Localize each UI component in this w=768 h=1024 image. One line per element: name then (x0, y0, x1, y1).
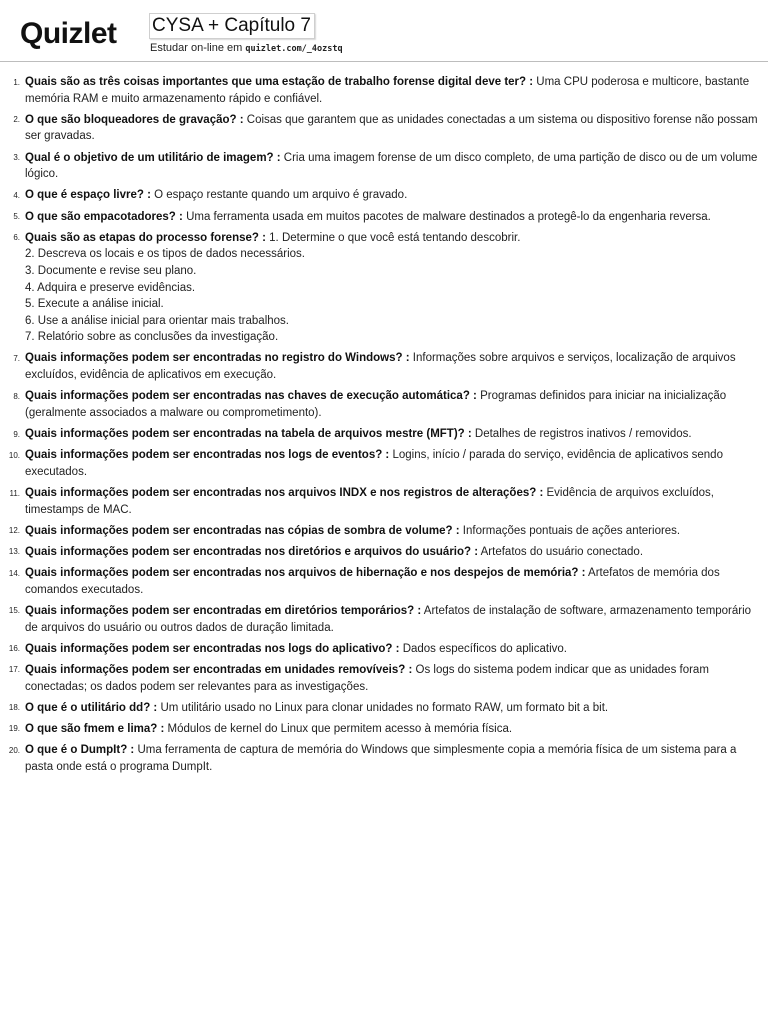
question-term: Quais informações podem ser encontradas nos diretórios e arquivos do usuário? : (25, 545, 479, 558)
study-online-line (150, 41, 343, 56)
question-term: Quais informações podem ser encontradas em unidades removíveis? : (25, 663, 413, 676)
flashcard-list (0, 74, 768, 780)
question-term: O que são fmem e lima? : (25, 722, 165, 735)
list-item (0, 544, 768, 561)
item-number: 2. (13, 115, 20, 125)
question-term: Quais informações podem ser encontradas em diretórios temporários? : (25, 604, 422, 617)
list-item (0, 74, 768, 107)
item-number: 16. (8, 644, 20, 654)
answer-definition: Programas definidos para iniciar na inicialização (geralmente associados a malware ou comprometimento). (25, 390, 727, 419)
quizlet-logo[interactable]: Quizlet (20, 17, 117, 50)
answer-definition: Uma ferramenta de captura de memória do Windows que simplesmente copia a memória física de um sistema para a pasta onde está o programa DumpIt. (25, 744, 737, 773)
item-number: 18. (8, 703, 20, 713)
question-term: Quais informações podem ser encontradas nos logs do aplicativo? : (25, 642, 400, 655)
item-number: 4. (13, 190, 20, 200)
list-item (0, 485, 768, 518)
question-term: Quais informações podem ser encontradas na tabela de arquivos mestre (MFT)? : (25, 428, 472, 441)
study-online-label: Estudar on-line em (150, 42, 246, 54)
question-term: Quais são as etapas do processo forense? : (25, 231, 266, 244)
question-term: Qual é o objetivo de um utilitário de imagem? : (25, 151, 281, 164)
item-number: 7. (13, 353, 20, 363)
question-term: O que é espaço livre? : (25, 189, 151, 202)
question-term: Quais informações podem ser encontradas nos logs de eventos? : (25, 449, 390, 462)
list-item (0, 388, 768, 421)
list-item (0, 742, 768, 775)
item-number: 20. (8, 745, 20, 755)
header-divider (0, 61, 768, 62)
title-box (149, 13, 315, 39)
list-item (0, 565, 768, 598)
item-number: 6. (13, 233, 20, 243)
answer-definition: 1. Determine o que você está tentando descobrir. 2. Descreva os locais e os tipos de dados necessários. 3. Documente e revise seu plano. 4. Adquira e preserve evidências. 5. Execute a análise inicial. 6. Use a análise inicial para orientar mais trabalhos. 7. Relatório sobre as conclusões da investigação. (25, 231, 521, 344)
question-term: O que é o utilitário dd? : (25, 701, 158, 714)
page-header (0, 0, 768, 62)
item-number: 3. (13, 153, 20, 163)
item-number: 19. (8, 724, 20, 734)
list-item (0, 150, 768, 183)
list-item (0, 721, 768, 738)
item-number: 9. (13, 429, 20, 439)
list-item (0, 447, 768, 480)
question-term: O que é o DumpIt? : (25, 744, 135, 757)
list-item (0, 230, 768, 346)
answer-definition: Uma CPU poderosa e multicore, bastante memória RAM e muito armazenamento rápido e confiável. (25, 76, 750, 105)
answer-definition: Os logs do sistema podem indicar que as unidades foram conectadas; os dados podem ser relevantes para as investigações. (25, 663, 709, 693)
item-number: 5. (13, 212, 20, 222)
study-online-link[interactable]: quizlet.com/_4ozstq (245, 44, 343, 54)
answer-definition: Artefatos de memória dos comandos executados. (25, 567, 720, 596)
list-item (0, 603, 768, 636)
answer-definition: Evidência de arquivos excluídos, timestamps de MAC. (25, 487, 715, 516)
list-item (0, 700, 768, 717)
answer-definition: Logins, início / parada do serviço, evidência de aplicativos sendo executados. (25, 449, 723, 478)
answer-definition: Artefatos de instalação de software, armazenamento temporário de arquivos do usuário ou outros dados de duração limitada. (25, 604, 752, 634)
list-item (0, 641, 768, 658)
item-number: 8. (13, 391, 20, 401)
page-title: CYSA + Capítulo 7 (152, 15, 311, 36)
answer-definition: Informações pontuais de ações anteriores. (462, 524, 681, 537)
list-item (0, 523, 768, 540)
item-number: 11. (9, 488, 20, 498)
item-number: 10. (8, 450, 20, 460)
answer-definition: Informações sobre arquivos e serviços, localização de arquivos excluídos, evidência de aplicativos em execução. (25, 352, 736, 382)
question-term: Quais informações podem ser encontradas nas cópias de sombra de volume? : (25, 524, 460, 537)
item-number: 17. (8, 665, 20, 675)
list-item (0, 350, 768, 383)
answer-definition: Coisas que garantem que as unidades conectadas a um sistema ou dispositivo forense não possam ser gravadas. (25, 113, 758, 143)
item-number: 14. (8, 568, 20, 578)
list-item (0, 662, 768, 695)
answer-definition: Detalhes de registros inativos / removidos. (474, 428, 692, 441)
question-term: Quais informações podem ser encontradas nas chaves de execução automática? : (25, 390, 477, 403)
answer-definition: Módulos de kernel do Linux que permitem acesso à memória física. (167, 722, 513, 735)
answer-definition: Dados específicos do aplicativo. (402, 642, 567, 655)
list-item (0, 426, 768, 443)
answer-definition: O espaço restante quando um arquivo é gravado. (154, 189, 408, 202)
question-term: Quais são as três coisas importantes que uma estação de trabalho forense digital deve ter? : (25, 76, 534, 88)
item-number: 15. (8, 606, 20, 616)
item-number: 12. (8, 526, 20, 536)
item-number: 1. (13, 77, 20, 87)
answer-definition: Um utilitário usado no Linux para clonar unidades no formato RAW, um formato bit a bit. (160, 701, 609, 714)
list-item (0, 209, 768, 226)
question-term: O que são empacotadores? : (25, 210, 183, 223)
question-term: O que são bloqueadores de gravação? : (25, 113, 244, 126)
question-term: Quais informações podem ser encontradas nos arquivos de hibernação e nos despejos de memória? : (25, 567, 586, 580)
answer-definition: Uma ferramenta usada em muitos pacotes de malware destinados a protegê-lo da engenharia reversa. (186, 210, 711, 223)
question-term: Quais informações podem ser encontradas no registro do Windows? : (25, 352, 410, 365)
question-term: Quais informações podem ser encontradas nos arquivos INDX e nos registros de alterações? : (25, 487, 544, 499)
list-item (0, 112, 768, 145)
list-item (0, 187, 768, 204)
answer-definition: Cria uma imagem forense de um disco completo, de uma partição de disco ou de um volume lógico. (25, 151, 758, 181)
answer-definition: Artefatos do usuário conectado. (480, 545, 644, 558)
item-number: 13. (8, 547, 20, 557)
